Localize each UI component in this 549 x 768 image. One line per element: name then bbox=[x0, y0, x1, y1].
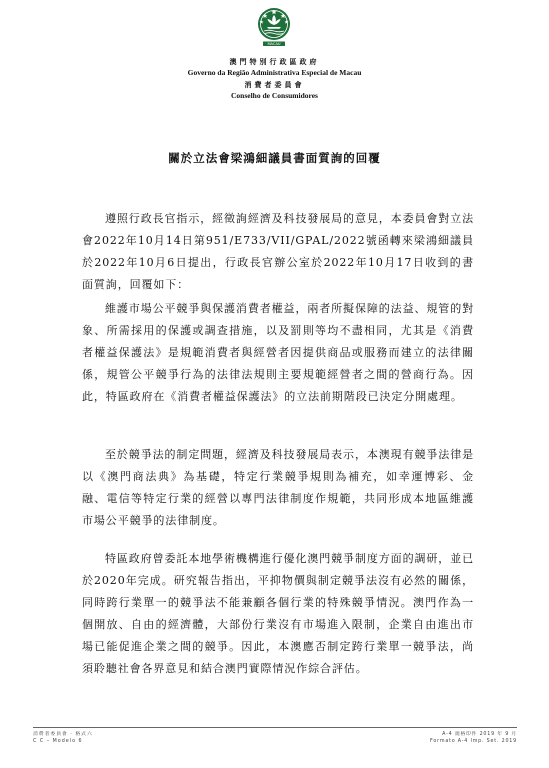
macau-emblem-icon bbox=[256, 6, 292, 48]
footer-right bbox=[430, 731, 517, 745]
footer-form-pt: C C – Modelo 6 bbox=[33, 739, 83, 744]
government-name-pt: Governo da Região Administrativa Especial de Macau bbox=[187, 68, 362, 77]
emblem-text: MACAU bbox=[267, 42, 281, 47]
paragraph-1: 遵照行政長官指示，經徵詢經濟及科技發展局的意見，本委員會對立法會2022年10月14日第951/E733/VII/GPAL/2022號函轉來梁鴻細議員於2022年10月6日提出，行政長官辦公室於2022年10月17日收到的書面質詢，回覆如下： bbox=[82, 212, 474, 291]
footer-print-pt: Formato A-4 Imp. Set. 2019 bbox=[430, 739, 517, 744]
council-name-zh: 消費者委員會 bbox=[244, 80, 305, 89]
paragraph-3: 至於競爭法的制定問題，經濟及科技發展局表示，本澳現有競爭法律是以《澳門商法典》為基礎，特定行業競爭規則為補充，如幸運博彩、金融、電信等特定行業的經營以專門法律制度作規範，共同形成本地區維護市場公平競爭的法律制度。 bbox=[82, 448, 474, 527]
paragraph-2: 維護市場公平競爭與保護消費者權益，兩者所擬保障的法益、規管的對象、所需採用的保護或調查措施，以及罰則等均不盡相同，尤其是《消費者權益保護法》是規範消費者與經營者因提供商品或服務而建立的法律關係，規管公平競爭行為的法律法規則主要規範經營者之間的營商行為。因此，特區政府在《消費者權益保護法》的立法前期階段已決定分開處理。 bbox=[82, 302, 474, 403]
council-name-pt: Conselho de Consumidores bbox=[231, 91, 318, 100]
footer-divider bbox=[33, 727, 517, 728]
footer-form-zh: 消費者委員會 · 格式六 bbox=[33, 732, 93, 737]
footer-left bbox=[33, 731, 93, 745]
government-name-zh: 澳門特別行政區政府 bbox=[229, 57, 320, 66]
paragraph-4: 特區政府曾委託本地學術機構進行優化澳門競爭制度方面的調研，並已於2020年完成。研究報告指出，平抑物價與制定競爭法沒有必然的關係，同時跨行業單一的競爭法不能兼顧各個行業的特殊競爭情況。澳門作為一個開放、自由的經濟體，大部份行業沒有市場進入限制，企業自由進出市場已能促進企業之間的競爭。因此，本澳應否制定跨行業單一競爭法，尚須聆聽社會各界意見和結合澳門實際情況作綜合評估。 bbox=[82, 552, 474, 675]
document-title: 關於立法會梁鴻細議員書面質詢的回覆 bbox=[168, 151, 381, 165]
footer-print-zh: A-4 規格印件 2019 年 9 月 bbox=[442, 732, 517, 737]
